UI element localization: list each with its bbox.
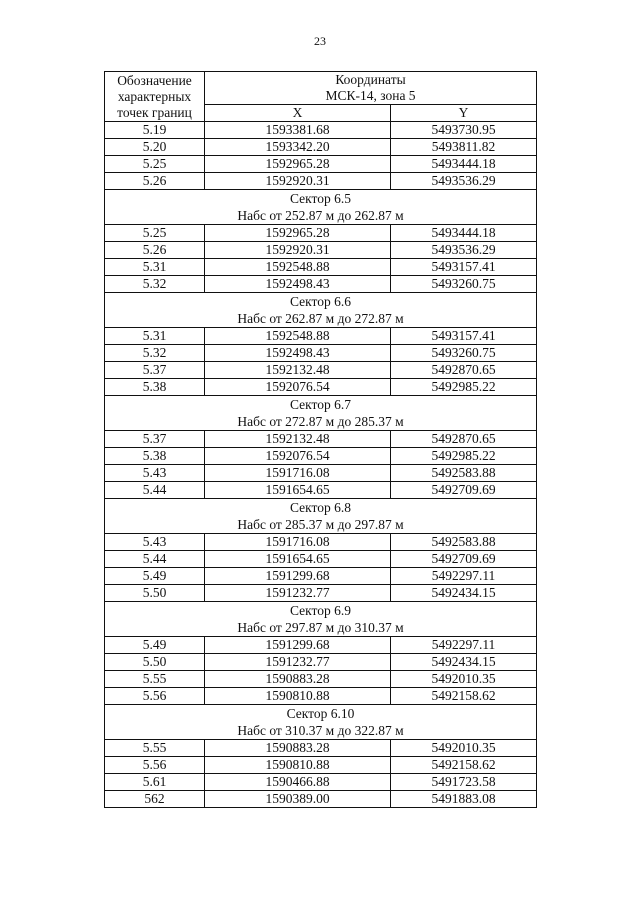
x-coordinate-cell: 1592548.88 bbox=[205, 259, 391, 276]
x-coordinate-cell: 1592920.31 bbox=[205, 242, 391, 259]
x-coordinate-cell: 1591654.65 bbox=[205, 482, 391, 499]
y-coordinate-cell: 5492297.11 bbox=[391, 568, 537, 585]
y-coordinate-cell: 5492158.62 bbox=[391, 757, 537, 774]
sector-header-row bbox=[105, 602, 537, 637]
x-coordinate-cell: 1592920.31 bbox=[205, 173, 391, 190]
table-row bbox=[105, 448, 537, 465]
sector-header-row bbox=[105, 293, 537, 328]
table-row bbox=[105, 122, 537, 139]
table-row bbox=[105, 637, 537, 654]
y-coordinate-cell: 5492870.65 bbox=[391, 362, 537, 379]
sector-header-row bbox=[105, 396, 537, 431]
x-coordinate-cell: 1592076.54 bbox=[205, 448, 391, 465]
y-coordinate-cell: 5492583.88 bbox=[391, 534, 537, 551]
x-coordinate-cell: 1590883.28 bbox=[205, 671, 391, 688]
coordinates-table bbox=[104, 71, 537, 808]
point-cell: 5.25 bbox=[105, 225, 205, 242]
point-cell: 5.38 bbox=[105, 448, 205, 465]
x-coordinate-cell: 1592498.43 bbox=[205, 276, 391, 293]
point-designation-header: Обозначение характерных точек границ bbox=[105, 72, 205, 122]
sector-height-range: Набс от 310.37 м до 322.87 м bbox=[237, 723, 404, 738]
table-row bbox=[105, 465, 537, 482]
sector-header-row bbox=[105, 499, 537, 534]
sector-height-range: Набс от 297.87 м до 310.37 м bbox=[237, 620, 404, 635]
sector-header bbox=[105, 602, 537, 637]
x-coordinate-cell: 1592132.48 bbox=[205, 431, 391, 448]
table-row bbox=[105, 671, 537, 688]
point-cell: 562 bbox=[105, 791, 205, 808]
point-cell: 5.56 bbox=[105, 688, 205, 705]
point-cell: 5.49 bbox=[105, 637, 205, 654]
point-cell: 5.31 bbox=[105, 259, 205, 276]
y-coordinate-cell: 5492434.15 bbox=[391, 654, 537, 671]
table-row bbox=[105, 688, 537, 705]
table-row bbox=[105, 568, 537, 585]
x-coordinate-cell: 1591654.65 bbox=[205, 551, 391, 568]
sector-title: Сектор 6.7 bbox=[290, 397, 352, 412]
point-cell: 5.44 bbox=[105, 482, 205, 499]
point-cell: 5.55 bbox=[105, 740, 205, 757]
page-number: 23 bbox=[314, 34, 326, 48]
y-coordinate-cell: 5493444.18 bbox=[391, 225, 537, 242]
table-row bbox=[105, 328, 537, 345]
sector-height-range: Набс от 272.87 м до 285.37 м bbox=[237, 414, 404, 429]
table-row bbox=[105, 362, 537, 379]
x-coordinate-cell: 1592132.48 bbox=[205, 362, 391, 379]
table-row bbox=[105, 654, 537, 671]
table-row bbox=[105, 225, 537, 242]
x-coordinate-cell: 1592965.28 bbox=[205, 225, 391, 242]
point-cell: 5.50 bbox=[105, 585, 205, 602]
point-cell: 5.49 bbox=[105, 568, 205, 585]
point-cell: 5.43 bbox=[105, 534, 205, 551]
y-coordinate-cell: 5492297.11 bbox=[391, 637, 537, 654]
sector-header-row bbox=[105, 705, 537, 740]
table-body bbox=[105, 122, 537, 808]
table-row bbox=[105, 259, 537, 276]
point-cell: 5.26 bbox=[105, 242, 205, 259]
x-coordinate-cell: 1591232.77 bbox=[205, 585, 391, 602]
sector-height-range: Набс от 262.87 м до 272.87 м bbox=[237, 311, 404, 326]
point-cell: 5.55 bbox=[105, 671, 205, 688]
y-coordinate-cell: 5493157.41 bbox=[391, 328, 537, 345]
y-coordinate-cell: 5492870.65 bbox=[391, 431, 537, 448]
y-coordinate-cell: 5492434.15 bbox=[391, 585, 537, 602]
table-row bbox=[105, 740, 537, 757]
coordinates-header-line1: Координаты bbox=[335, 72, 406, 87]
x-coordinate-cell: 1590883.28 bbox=[205, 740, 391, 757]
sector-height-range: Набс от 252.87 м до 262.87 м bbox=[237, 208, 404, 223]
point-cell: 5.38 bbox=[105, 379, 205, 396]
sector-header bbox=[105, 396, 537, 431]
table-row bbox=[105, 431, 537, 448]
table-row bbox=[105, 276, 537, 293]
x-coordinate-cell: 1592548.88 bbox=[205, 328, 391, 345]
point-cell: 5.32 bbox=[105, 276, 205, 293]
y-coordinate-cell: 5492158.62 bbox=[391, 688, 537, 705]
table-row bbox=[105, 156, 537, 173]
point-cell: 5.20 bbox=[105, 139, 205, 156]
sector-header bbox=[105, 705, 537, 740]
table-row bbox=[105, 482, 537, 499]
sector-header bbox=[105, 190, 537, 225]
point-cell: 5.37 bbox=[105, 431, 205, 448]
sector-title: Сектор 6.9 bbox=[290, 603, 352, 618]
y-coordinate-cell: 5491723.58 bbox=[391, 774, 537, 791]
y-coordinate-cell: 5493260.75 bbox=[391, 345, 537, 362]
y-coordinate-cell: 5492010.35 bbox=[391, 740, 537, 757]
table-row bbox=[105, 774, 537, 791]
y-coordinate-cell: 5493260.75 bbox=[391, 276, 537, 293]
point-cell: 5.37 bbox=[105, 362, 205, 379]
sector-header bbox=[105, 293, 537, 328]
table-row bbox=[105, 534, 537, 551]
x-coordinate-cell: 1591716.08 bbox=[205, 465, 391, 482]
point-cell: 5.61 bbox=[105, 774, 205, 791]
sector-title: Сектор 6.8 bbox=[290, 500, 352, 515]
y-coordinate-cell: 5493444.18 bbox=[391, 156, 537, 173]
table-row bbox=[105, 585, 537, 602]
sector-header-row bbox=[105, 190, 537, 225]
y-coordinate-cell: 5492985.22 bbox=[391, 379, 537, 396]
table-row bbox=[105, 757, 537, 774]
x-coordinate-cell: 1590466.88 bbox=[205, 774, 391, 791]
y-coordinate-cell: 5493811.82 bbox=[391, 139, 537, 156]
y-coordinate-cell: 5491883.08 bbox=[391, 791, 537, 808]
table-row bbox=[105, 551, 537, 568]
point-cell: 5.25 bbox=[105, 156, 205, 173]
y-coordinate-cell: 5493157.41 bbox=[391, 259, 537, 276]
x-coordinate-cell: 1591716.08 bbox=[205, 534, 391, 551]
y-coordinate-cell: 5493536.29 bbox=[391, 242, 537, 259]
x-coordinate-cell: 1593342.20 bbox=[205, 139, 391, 156]
point-cell: 5.19 bbox=[105, 122, 205, 139]
sector-height-range: Набс от 285.37 м до 297.87 м bbox=[237, 517, 404, 532]
table-row bbox=[105, 379, 537, 396]
table-row bbox=[105, 242, 537, 259]
x-coordinate-cell: 1592965.28 bbox=[205, 156, 391, 173]
x-coordinate-cell: 1592498.43 bbox=[205, 345, 391, 362]
sector-title: Сектор 6.6 bbox=[290, 294, 352, 309]
y-coordinate-cell: 5492985.22 bbox=[391, 448, 537, 465]
x-coordinate-cell: 1590389.00 bbox=[205, 791, 391, 808]
sector-title: Сектор 6.10 bbox=[286, 706, 355, 721]
x-coordinate-cell: 1591232.77 bbox=[205, 654, 391, 671]
table-row bbox=[105, 791, 537, 808]
point-cell: 5.50 bbox=[105, 654, 205, 671]
x-coordinate-cell: 1590810.88 bbox=[205, 757, 391, 774]
table-row bbox=[105, 139, 537, 156]
point-cell: 5.26 bbox=[105, 173, 205, 190]
y-coordinate-cell: 5492010.35 bbox=[391, 671, 537, 688]
x-coordinate-cell: 1591299.68 bbox=[205, 568, 391, 585]
x-column-header: X bbox=[205, 105, 391, 122]
table-row bbox=[105, 173, 537, 190]
y-coordinate-cell: 5492709.69 bbox=[391, 482, 537, 499]
y-coordinate-cell: 5493730.95 bbox=[391, 122, 537, 139]
x-coordinate-cell: 1591299.68 bbox=[205, 637, 391, 654]
y-coordinate-cell: 5492709.69 bbox=[391, 551, 537, 568]
y-coordinate-cell: 5493536.29 bbox=[391, 173, 537, 190]
coordinates-header bbox=[205, 72, 537, 105]
x-coordinate-cell: 1590810.88 bbox=[205, 688, 391, 705]
x-coordinate-cell: 1592076.54 bbox=[205, 379, 391, 396]
table-row bbox=[105, 345, 537, 362]
point-cell: 5.31 bbox=[105, 328, 205, 345]
sector-title: Сектор 6.5 bbox=[290, 191, 352, 206]
x-coordinate-cell: 1593381.68 bbox=[205, 122, 391, 139]
point-cell: 5.43 bbox=[105, 465, 205, 482]
y-column-header: Y bbox=[391, 105, 537, 122]
point-cell: 5.56 bbox=[105, 757, 205, 774]
sector-header bbox=[105, 499, 537, 534]
coordinates-header-line2: МСК-14, зона 5 bbox=[325, 88, 416, 103]
point-cell: 5.32 bbox=[105, 345, 205, 362]
point-cell: 5.44 bbox=[105, 551, 205, 568]
y-coordinate-cell: 5492583.88 bbox=[391, 465, 537, 482]
